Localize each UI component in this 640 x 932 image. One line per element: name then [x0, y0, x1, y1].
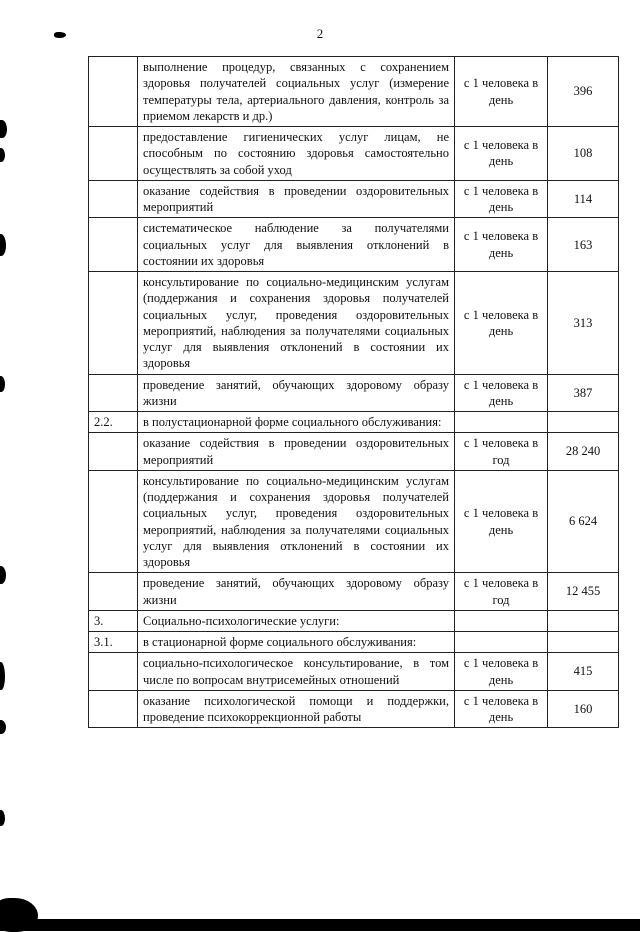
- unit-cell: с 1 человека в день: [455, 374, 548, 412]
- service-description-cell: социально-психологическое консультирование, в том числе по вопросам внутрисемейных отношений: [138, 653, 455, 691]
- scan-artifact: [0, 919, 640, 931]
- service-description-cell: проведение занятий, обучающих здоровому образу жизни: [138, 374, 455, 412]
- table-row: [89, 690, 619, 728]
- unit-cell: с 1 человека в день: [455, 180, 548, 218]
- value-cell: 387: [548, 374, 619, 412]
- row-number-cell: 3.: [89, 610, 138, 631]
- table-row: [89, 218, 619, 272]
- row-number-cell: [89, 57, 138, 127]
- service-description-cell: консультирование по социально-медицинским услугам (поддержания и сохранения здоровья получателей социальных услуг, проведения оздоровительных мероприятий, наблюдения за получателями социальных услуг для выявления отклонений в состоянии их здоровья: [138, 470, 455, 573]
- unit-cell: с 1 человека в день: [455, 57, 548, 127]
- unit-cell: с 1 человека в день: [455, 653, 548, 691]
- page-number: 2: [316, 26, 324, 41]
- table-row: [89, 412, 619, 433]
- table-row: [89, 433, 619, 471]
- service-description-cell: проведение занятий, обучающих здоровому образу жизни: [138, 573, 455, 611]
- row-number-cell: [89, 374, 138, 412]
- unit-cell: с 1 человека в год: [455, 573, 548, 611]
- row-number-cell: [89, 433, 138, 471]
- value-cell: 114: [548, 180, 619, 218]
- value-cell: 108: [548, 127, 619, 181]
- table-row: [89, 653, 619, 691]
- service-description-cell: Социально-психологические услуги:: [138, 610, 455, 631]
- unit-cell: [455, 632, 548, 653]
- value-cell: 6 624: [548, 470, 619, 573]
- service-description-cell: выполнение процедур, связанных с сохранением здоровья получателей социальных услуг (измерение температуры тела, артериального давления, контроль за приемом лекарств и др.): [138, 57, 455, 127]
- row-number-cell: [89, 127, 138, 181]
- service-description-cell: консультирование по социально-медицинским услугам (поддержания и сохранения здоровья получателей социальных услуг, проведения оздоровительных мероприятий, наблюдения за получателями социальных услуг для выявления отклонений в состоянии их здоровья: [138, 272, 455, 375]
- service-description-cell: в стационарной форме социального обслуживания:: [138, 632, 455, 653]
- service-description-cell: оказание содействия в проведении оздоровительных мероприятий: [138, 180, 455, 218]
- table-row: [89, 57, 619, 127]
- scan-artifact: [0, 148, 5, 162]
- row-number-cell: 2.2.: [89, 412, 138, 433]
- table-row: [89, 180, 619, 218]
- row-number-cell: 3.1.: [89, 632, 138, 653]
- unit-cell: с 1 человека в день: [455, 690, 548, 728]
- scan-artifact: [54, 32, 66, 38]
- service-description-cell: в полустационарной форме социального обслуживания:: [138, 412, 455, 433]
- unit-cell: с 1 человека в день: [455, 127, 548, 181]
- value-cell: 396: [548, 57, 619, 127]
- scan-artifact: [0, 810, 5, 826]
- scan-artifact: [0, 234, 6, 256]
- row-number-cell: [89, 180, 138, 218]
- table-row: [89, 610, 619, 631]
- service-description-cell: предоставление гигиенических услуг лицам, не способным по состоянию здоровья самостоятельно осуществлять за собой уход: [138, 127, 455, 181]
- table-row: [89, 632, 619, 653]
- tariff-table: [88, 56, 619, 728]
- scan-artifact: [0, 662, 5, 690]
- unit-cell: [455, 412, 548, 433]
- unit-cell: [455, 610, 548, 631]
- row-number-cell: [89, 573, 138, 611]
- table-row: [89, 573, 619, 611]
- value-cell: 313: [548, 272, 619, 375]
- unit-cell: с 1 человека в день: [455, 272, 548, 375]
- service-description-cell: оказание содействия в проведении оздоровительных мероприятий: [138, 433, 455, 471]
- tariff-table-body: [89, 57, 619, 728]
- row-number-cell: [89, 272, 138, 375]
- table-row: [89, 470, 619, 573]
- value-cell: [548, 632, 619, 653]
- value-cell: 12 455: [548, 573, 619, 611]
- value-cell: 28 240: [548, 433, 619, 471]
- row-number-cell: [89, 470, 138, 573]
- scan-artifact: [0, 566, 6, 584]
- value-cell: [548, 412, 619, 433]
- row-number-cell: [89, 653, 138, 691]
- table-row: [89, 374, 619, 412]
- value-cell: 415: [548, 653, 619, 691]
- value-cell: 163: [548, 218, 619, 272]
- scan-artifact: [0, 720, 6, 734]
- unit-cell: с 1 человека в год: [455, 433, 548, 471]
- scan-artifact: [0, 120, 7, 138]
- unit-cell: с 1 человека в день: [455, 470, 548, 573]
- service-description-cell: оказание психологической помощи и поддержки, проведение психокоррекционной работы: [138, 690, 455, 728]
- value-cell: [548, 610, 619, 631]
- table-row: [89, 272, 619, 375]
- table-row: [89, 127, 619, 181]
- unit-cell: с 1 человека в день: [455, 218, 548, 272]
- value-cell: 160: [548, 690, 619, 728]
- service-description-cell: систематическое наблюдение за получателями социальных услуг для выявления отклонений в состоянии их здоровья: [138, 218, 455, 272]
- row-number-cell: [89, 218, 138, 272]
- row-number-cell: [89, 690, 138, 728]
- scan-artifact: [0, 376, 5, 392]
